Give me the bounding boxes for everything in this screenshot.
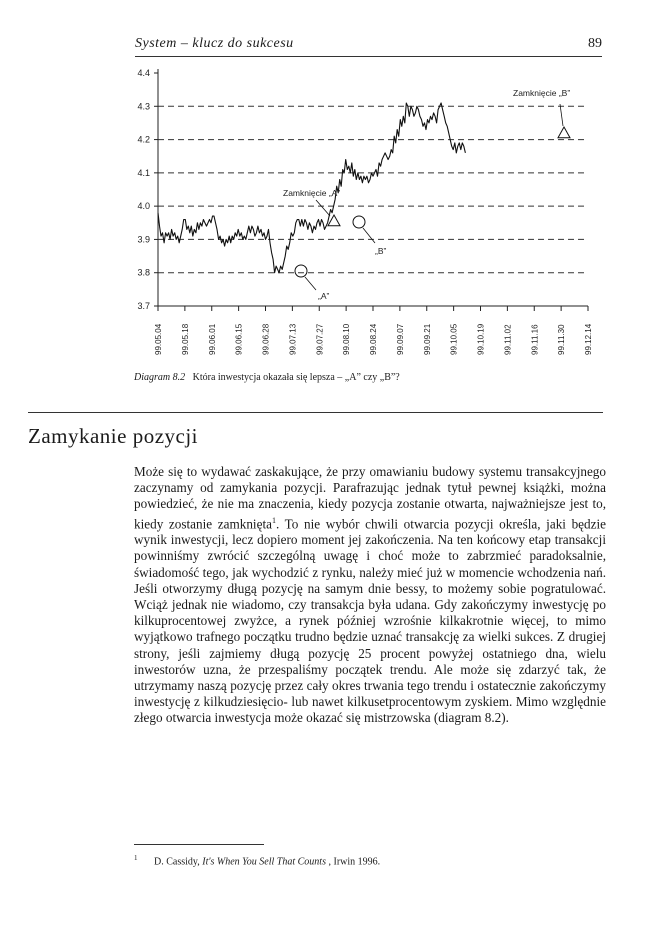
footnote bbox=[134, 854, 380, 867]
running-title: System – klucz do sukcesu bbox=[135, 36, 294, 51]
close-a-pointer bbox=[316, 200, 330, 216]
body-text-part-1: Może się to wydawać zaskakujące, że przy omawianiu budowy systemu transakcyjnego zaczynamy od zamykania pozycji. Parafrazując jednak tytuł pewnej książki, można powiedzieć, że nie ma znaczenia, kiedy pozycja zostanie otwarta, najważniejsze jest to, kiedy zostanie zamknięta bbox=[134, 464, 606, 531]
x-tick-label: 99.08.24 bbox=[369, 323, 378, 355]
y-tick-label: 3.7 bbox=[137, 301, 150, 311]
close-b-pointer bbox=[560, 104, 563, 126]
caption-text: Która inwestycja okazała się lepsza – „A” czy „B”? bbox=[192, 372, 400, 383]
entry-b-marker bbox=[353, 216, 365, 228]
x-tick-label: 99.10.19 bbox=[476, 323, 486, 355]
entry-b-pointer bbox=[363, 228, 375, 243]
x-tick-label: 99.09.07 bbox=[395, 323, 405, 355]
x-tick-label: 99.10.05 bbox=[449, 323, 459, 355]
figure-caption bbox=[134, 372, 400, 383]
y-tick-label: 4.0 bbox=[137, 201, 150, 212]
x-tick-label: 99.12.14 bbox=[584, 323, 593, 355]
x-tick-label: 99.05.18 bbox=[180, 323, 190, 355]
close-b-label: Zamknięcie „B” bbox=[513, 88, 571, 98]
x-tick-label: 99.11.16 bbox=[530, 324, 540, 355]
close-b-marker bbox=[558, 127, 570, 138]
x-tick-label: 99.07.13 bbox=[288, 323, 298, 355]
line-chart bbox=[0, 0, 648, 370]
x-tick-label: 99.08.10 bbox=[342, 323, 352, 355]
x-tick-label: 99.06.01 bbox=[207, 323, 217, 355]
footnote-mark: 1 bbox=[134, 854, 138, 862]
caption-label: Diagram 8.2 bbox=[134, 372, 186, 383]
x-tick-label: 99.11.02 bbox=[503, 324, 513, 355]
section-divider bbox=[28, 412, 603, 413]
x-tick-label: 99.06.28 bbox=[261, 323, 271, 355]
entry-a-pointer bbox=[305, 277, 316, 290]
body-text-part-2: . To nie wybór chwili otwarcia pozycji określa, jaki będzie wynik inwestycji, lecz dopiero moment jej zakończenia. Na ten końcowy etap transakcji powinniśmy zwrócić szczególną uwagę i choć może to zabrzmieć paradoksalnie, świadomość tego, jak wychodzić z rynku, należy mieć już w momencie wchodzenia nań. Jeśli otworzymy długą pozycję na samym dnie bessy, to możemy sobie pogratulować. Wciąż jednak nie wiadomo, czy transakcja była udana. Gdy zakończymy inwestycję po kilkuprocentowej zwyżce, a rynek później wzrośnie kilkakrotnie więcej, to mimo wyjątkowo trafnego początku trudno będzie uznać transakcję za wielki sukces. Z drugiej strony, jeśli zajmiemy długą pozycję 25 procent powyżej ostatniego dna, wielu inwestorów uzna, że przespaliśmy początek trendu. Ale może się zdarzyć tak, że utrzymamy naszą pozycję przez cały okres trwania tego trendu i ostatecznie zakończymy inwestycję z kilkudziesięcio- lub nawet kilkusetprocentowym zyskiem. Mimo względnie złego otwarcia inwestycja może okazać się mistrzowska (diagram 8.2). bbox=[134, 516, 606, 726]
close-a-marker bbox=[328, 215, 340, 226]
body-paragraph bbox=[134, 464, 606, 727]
x-tick-label: 99.05.04 bbox=[154, 323, 163, 355]
section-title: Zamykanie pozycji bbox=[28, 424, 199, 448]
y-tick-label: 4.2 bbox=[137, 134, 150, 145]
x-tick-label: 99.09.21 bbox=[422, 323, 432, 355]
footnote-book-title: It's When You Sell That Counts bbox=[202, 856, 326, 868]
x-tick-label: 99.07.27 bbox=[315, 323, 325, 355]
entry-a-label: „A” bbox=[318, 291, 330, 301]
page-number: 89 bbox=[588, 36, 602, 51]
close-a-label: Zamknięcie „A” bbox=[283, 188, 341, 198]
footnote-divider bbox=[134, 844, 264, 845]
y-tick-label: 3.8 bbox=[137, 267, 150, 278]
footnote-rest: , Irwin 1996. bbox=[328, 856, 381, 868]
y-tick-label: 4.3 bbox=[137, 101, 150, 112]
entry-b-label: „B” bbox=[375, 246, 387, 256]
y-tick-label: 3.9 bbox=[137, 234, 150, 245]
y-tick-label: 4.1 bbox=[137, 167, 150, 178]
footnote-author: D. Cassidy, bbox=[154, 856, 203, 868]
x-tick-label: 99.11.30 bbox=[557, 324, 567, 355]
y-tick-label: 4.4 bbox=[137, 68, 150, 78]
x-tick-label: 99.06.15 bbox=[234, 323, 244, 355]
footnote-ref[interactable]: 1 bbox=[271, 515, 276, 525]
entry-a-marker bbox=[295, 265, 307, 277]
